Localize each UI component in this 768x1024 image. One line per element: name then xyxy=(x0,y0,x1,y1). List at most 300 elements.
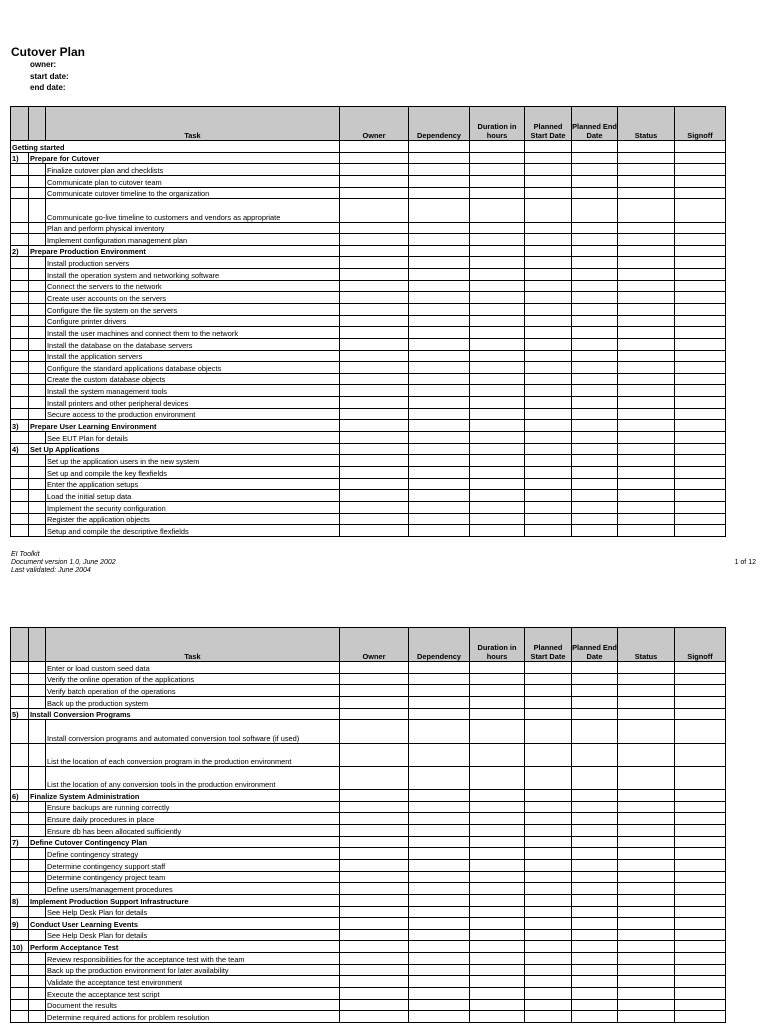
field-cell[interactable] xyxy=(409,466,470,478)
field-cell[interactable] xyxy=(572,883,618,895)
field-cell[interactable] xyxy=(409,894,470,906)
field-cell[interactable] xyxy=(675,696,726,708)
field-cell[interactable] xyxy=(470,187,525,199)
field-cell[interactable] xyxy=(470,222,525,234)
field-cell[interactable] xyxy=(675,766,726,789)
field-cell[interactable] xyxy=(572,373,618,385)
field-cell[interactable] xyxy=(340,338,409,350)
field-cell[interactable] xyxy=(340,397,409,409)
field-cell[interactable] xyxy=(470,280,525,292)
field-cell[interactable] xyxy=(525,720,572,743)
field-cell[interactable] xyxy=(618,790,675,802)
field-cell[interactable] xyxy=(409,685,470,697)
field-cell[interactable] xyxy=(675,350,726,362)
field-cell[interactable] xyxy=(675,987,726,999)
field-cell[interactable] xyxy=(409,976,470,988)
field-cell[interactable] xyxy=(525,766,572,789)
field-cell[interactable] xyxy=(675,397,726,409)
field-cell[interactable] xyxy=(525,825,572,837)
field-cell[interactable] xyxy=(525,1011,572,1023)
field-cell[interactable] xyxy=(470,987,525,999)
field-cell[interactable] xyxy=(470,338,525,350)
field-cell[interactable] xyxy=(409,141,470,153)
field-cell[interactable] xyxy=(340,894,409,906)
field-cell[interactable] xyxy=(675,743,726,766)
field-cell[interactable] xyxy=(409,234,470,246)
field-cell[interactable] xyxy=(409,269,470,281)
field-cell[interactable] xyxy=(409,662,470,674)
field-cell[interactable] xyxy=(525,315,572,327)
field-cell[interactable] xyxy=(340,976,409,988)
field-cell[interactable] xyxy=(525,976,572,988)
field-cell[interactable] xyxy=(409,906,470,918)
field-cell[interactable] xyxy=(525,199,572,222)
field-cell[interactable] xyxy=(340,964,409,976)
field-cell[interactable] xyxy=(470,894,525,906)
field-cell[interactable] xyxy=(340,234,409,246)
field-cell[interactable] xyxy=(340,673,409,685)
field-cell[interactable] xyxy=(340,408,409,420)
field-cell[interactable] xyxy=(409,315,470,327)
field-cell[interactable] xyxy=(618,187,675,199)
field-cell[interactable] xyxy=(409,836,470,848)
field-cell[interactable] xyxy=(470,315,525,327)
field-cell[interactable] xyxy=(409,848,470,860)
field-cell[interactable] xyxy=(340,455,409,467)
field-cell[interactable] xyxy=(572,187,618,199)
field-cell[interactable] xyxy=(572,501,618,513)
field-cell[interactable] xyxy=(525,385,572,397)
field-cell[interactable] xyxy=(675,859,726,871)
field-cell[interactable] xyxy=(525,929,572,941)
field-cell[interactable] xyxy=(618,362,675,374)
field-cell[interactable] xyxy=(409,490,470,502)
field-cell[interactable] xyxy=(525,141,572,153)
field-cell[interactable] xyxy=(470,245,525,257)
field-cell[interactable] xyxy=(409,408,470,420)
field-cell[interactable] xyxy=(572,327,618,339)
field-cell[interactable] xyxy=(572,466,618,478)
field-cell[interactable] xyxy=(409,222,470,234)
field-cell[interactable] xyxy=(525,222,572,234)
field-cell[interactable] xyxy=(409,478,470,490)
field-cell[interactable] xyxy=(525,987,572,999)
field-cell[interactable] xyxy=(675,385,726,397)
field-cell[interactable] xyxy=(675,871,726,883)
field-cell[interactable] xyxy=(675,708,726,720)
field-cell[interactable] xyxy=(409,455,470,467)
field-cell[interactable] xyxy=(340,766,409,789)
field-cell[interactable] xyxy=(470,292,525,304)
field-cell[interactable] xyxy=(675,303,726,315)
field-cell[interactable] xyxy=(618,513,675,525)
field-cell[interactable] xyxy=(525,859,572,871)
field-cell[interactable] xyxy=(675,953,726,965)
field-cell[interactable] xyxy=(525,303,572,315)
field-cell[interactable] xyxy=(525,708,572,720)
field-cell[interactable] xyxy=(618,257,675,269)
field-cell[interactable] xyxy=(525,848,572,860)
field-cell[interactable] xyxy=(409,883,470,895)
field-cell[interactable] xyxy=(340,175,409,187)
field-cell[interactable] xyxy=(409,999,470,1011)
field-cell[interactable] xyxy=(675,199,726,222)
field-cell[interactable] xyxy=(675,432,726,444)
field-cell[interactable] xyxy=(572,964,618,976)
field-cell[interactable] xyxy=(470,813,525,825)
field-cell[interactable] xyxy=(572,859,618,871)
field-cell[interactable] xyxy=(525,373,572,385)
field-cell[interactable] xyxy=(470,257,525,269)
field-cell[interactable] xyxy=(409,801,470,813)
field-cell[interactable] xyxy=(340,918,409,930)
field-cell[interactable] xyxy=(470,164,525,176)
field-cell[interactable] xyxy=(525,292,572,304)
field-cell[interactable] xyxy=(618,953,675,965)
field-cell[interactable] xyxy=(409,350,470,362)
field-cell[interactable] xyxy=(409,292,470,304)
field-cell[interactable] xyxy=(340,999,409,1011)
field-cell[interactable] xyxy=(340,490,409,502)
field-cell[interactable] xyxy=(618,964,675,976)
field-cell[interactable] xyxy=(618,269,675,281)
field-cell[interactable] xyxy=(675,673,726,685)
field-cell[interactable] xyxy=(572,490,618,502)
field-cell[interactable] xyxy=(675,478,726,490)
field-cell[interactable] xyxy=(618,976,675,988)
field-cell[interactable] xyxy=(409,362,470,374)
field-cell[interactable] xyxy=(340,327,409,339)
field-cell[interactable] xyxy=(470,362,525,374)
field-cell[interactable] xyxy=(409,338,470,350)
field-cell[interactable] xyxy=(675,175,726,187)
field-cell[interactable] xyxy=(470,766,525,789)
field-cell[interactable] xyxy=(340,953,409,965)
field-cell[interactable] xyxy=(409,164,470,176)
field-cell[interactable] xyxy=(675,269,726,281)
field-cell[interactable] xyxy=(525,455,572,467)
field-cell[interactable] xyxy=(572,987,618,999)
field-cell[interactable] xyxy=(572,953,618,965)
field-cell[interactable] xyxy=(470,1011,525,1023)
field-cell[interactable] xyxy=(618,222,675,234)
field-cell[interactable] xyxy=(675,222,726,234)
field-cell[interactable] xyxy=(409,175,470,187)
field-cell[interactable] xyxy=(525,525,572,537)
field-cell[interactable] xyxy=(572,708,618,720)
field-cell[interactable] xyxy=(470,443,525,455)
field-cell[interactable] xyxy=(675,685,726,697)
field-cell[interactable] xyxy=(409,825,470,837)
field-cell[interactable] xyxy=(572,801,618,813)
field-cell[interactable] xyxy=(572,408,618,420)
field-cell[interactable] xyxy=(572,673,618,685)
field-cell[interactable] xyxy=(470,929,525,941)
field-cell[interactable] xyxy=(525,801,572,813)
field-cell[interactable] xyxy=(572,513,618,525)
field-cell[interactable] xyxy=(675,525,726,537)
field-cell[interactable] xyxy=(409,397,470,409)
field-cell[interactable] xyxy=(618,420,675,432)
field-cell[interactable] xyxy=(572,303,618,315)
field-cell[interactable] xyxy=(525,894,572,906)
field-cell[interactable] xyxy=(525,673,572,685)
field-cell[interactable] xyxy=(572,152,618,164)
field-cell[interactable] xyxy=(525,164,572,176)
field-cell[interactable] xyxy=(470,685,525,697)
field-cell[interactable] xyxy=(340,280,409,292)
field-cell[interactable] xyxy=(618,987,675,999)
field-cell[interactable] xyxy=(470,999,525,1011)
field-cell[interactable] xyxy=(525,269,572,281)
field-cell[interactable] xyxy=(409,918,470,930)
field-cell[interactable] xyxy=(572,766,618,789)
field-cell[interactable] xyxy=(572,175,618,187)
field-cell[interactable] xyxy=(525,187,572,199)
field-cell[interactable] xyxy=(525,906,572,918)
field-cell[interactable] xyxy=(675,315,726,327)
field-cell[interactable] xyxy=(525,685,572,697)
field-cell[interactable] xyxy=(618,708,675,720)
field-cell[interactable] xyxy=(572,234,618,246)
field-cell[interactable] xyxy=(618,871,675,883)
field-cell[interactable] xyxy=(525,871,572,883)
field-cell[interactable] xyxy=(470,964,525,976)
field-cell[interactable] xyxy=(340,848,409,860)
field-cell[interactable] xyxy=(340,790,409,802)
field-cell[interactable] xyxy=(525,432,572,444)
field-cell[interactable] xyxy=(525,257,572,269)
field-cell[interactable] xyxy=(618,825,675,837)
field-cell[interactable] xyxy=(470,385,525,397)
field-cell[interactable] xyxy=(470,918,525,930)
field-cell[interactable] xyxy=(470,790,525,802)
field-cell[interactable] xyxy=(525,362,572,374)
field-cell[interactable] xyxy=(470,871,525,883)
field-cell[interactable] xyxy=(572,338,618,350)
field-cell[interactable] xyxy=(470,673,525,685)
field-cell[interactable] xyxy=(340,152,409,164)
field-cell[interactable] xyxy=(618,432,675,444)
field-cell[interactable] xyxy=(572,1011,618,1023)
field-cell[interactable] xyxy=(525,234,572,246)
field-cell[interactable] xyxy=(340,164,409,176)
field-cell[interactable] xyxy=(675,883,726,895)
field-cell[interactable] xyxy=(525,964,572,976)
field-cell[interactable] xyxy=(525,408,572,420)
field-cell[interactable] xyxy=(675,825,726,837)
field-cell[interactable] xyxy=(572,906,618,918)
field-cell[interactable] xyxy=(675,187,726,199)
field-cell[interactable] xyxy=(572,941,618,953)
field-cell[interactable] xyxy=(470,478,525,490)
field-cell[interactable] xyxy=(409,420,470,432)
field-cell[interactable] xyxy=(572,813,618,825)
field-cell[interactable] xyxy=(525,245,572,257)
field-cell[interactable] xyxy=(572,164,618,176)
field-cell[interactable] xyxy=(572,685,618,697)
field-cell[interactable] xyxy=(409,743,470,766)
field-cell[interactable] xyxy=(618,720,675,743)
field-cell[interactable] xyxy=(618,894,675,906)
field-cell[interactable] xyxy=(409,443,470,455)
field-cell[interactable] xyxy=(525,338,572,350)
field-cell[interactable] xyxy=(572,455,618,467)
field-cell[interactable] xyxy=(618,245,675,257)
field-cell[interactable] xyxy=(618,813,675,825)
field-cell[interactable] xyxy=(340,836,409,848)
field-cell[interactable] xyxy=(340,269,409,281)
field-cell[interactable] xyxy=(618,685,675,697)
field-cell[interactable] xyxy=(618,501,675,513)
field-cell[interactable] xyxy=(618,801,675,813)
field-cell[interactable] xyxy=(525,790,572,802)
field-cell[interactable] xyxy=(409,280,470,292)
field-cell[interactable] xyxy=(525,152,572,164)
field-cell[interactable] xyxy=(675,1011,726,1023)
field-cell[interactable] xyxy=(470,708,525,720)
field-cell[interactable] xyxy=(525,420,572,432)
field-cell[interactable] xyxy=(470,848,525,860)
field-cell[interactable] xyxy=(470,696,525,708)
field-cell[interactable] xyxy=(340,141,409,153)
field-cell[interactable] xyxy=(470,941,525,953)
field-cell[interactable] xyxy=(340,743,409,766)
field-cell[interactable] xyxy=(675,720,726,743)
field-cell[interactable] xyxy=(409,766,470,789)
field-cell[interactable] xyxy=(675,280,726,292)
field-cell[interactable] xyxy=(618,234,675,246)
field-cell[interactable] xyxy=(470,327,525,339)
field-cell[interactable] xyxy=(572,836,618,848)
field-cell[interactable] xyxy=(470,525,525,537)
field-cell[interactable] xyxy=(409,432,470,444)
field-cell[interactable] xyxy=(340,443,409,455)
field-cell[interactable] xyxy=(675,490,726,502)
field-cell[interactable] xyxy=(470,801,525,813)
field-cell[interactable] xyxy=(340,350,409,362)
field-cell[interactable] xyxy=(675,245,726,257)
field-cell[interactable] xyxy=(675,141,726,153)
field-cell[interactable] xyxy=(470,906,525,918)
field-cell[interactable] xyxy=(572,350,618,362)
field-cell[interactable] xyxy=(618,696,675,708)
field-cell[interactable] xyxy=(409,941,470,953)
field-cell[interactable] xyxy=(572,929,618,941)
field-cell[interactable] xyxy=(340,801,409,813)
field-cell[interactable] xyxy=(409,708,470,720)
field-cell[interactable] xyxy=(572,397,618,409)
field-cell[interactable] xyxy=(618,199,675,222)
field-cell[interactable] xyxy=(470,743,525,766)
field-cell[interactable] xyxy=(675,443,726,455)
field-cell[interactable] xyxy=(340,941,409,953)
field-cell[interactable] xyxy=(618,673,675,685)
field-cell[interactable] xyxy=(470,420,525,432)
field-cell[interactable] xyxy=(525,478,572,490)
field-cell[interactable] xyxy=(675,164,726,176)
field-cell[interactable] xyxy=(572,696,618,708)
field-cell[interactable] xyxy=(409,964,470,976)
field-cell[interactable] xyxy=(409,245,470,257)
field-cell[interactable] xyxy=(470,175,525,187)
field-cell[interactable] xyxy=(675,964,726,976)
field-cell[interactable] xyxy=(525,175,572,187)
field-cell[interactable] xyxy=(618,315,675,327)
field-cell[interactable] xyxy=(409,513,470,525)
field-cell[interactable] xyxy=(572,420,618,432)
field-cell[interactable] xyxy=(572,918,618,930)
field-cell[interactable] xyxy=(525,397,572,409)
field-cell[interactable] xyxy=(618,743,675,766)
field-cell[interactable] xyxy=(525,466,572,478)
field-cell[interactable] xyxy=(340,478,409,490)
field-cell[interactable] xyxy=(572,976,618,988)
field-cell[interactable] xyxy=(470,953,525,965)
field-cell[interactable] xyxy=(675,848,726,860)
field-cell[interactable] xyxy=(675,813,726,825)
field-cell[interactable] xyxy=(572,999,618,1011)
field-cell[interactable] xyxy=(618,929,675,941)
field-cell[interactable] xyxy=(572,199,618,222)
field-cell[interactable] xyxy=(618,385,675,397)
field-cell[interactable] xyxy=(675,790,726,802)
field-cell[interactable] xyxy=(572,848,618,860)
field-cell[interactable] xyxy=(675,327,726,339)
field-cell[interactable] xyxy=(409,859,470,871)
field-cell[interactable] xyxy=(525,836,572,848)
field-cell[interactable] xyxy=(525,918,572,930)
field-cell[interactable] xyxy=(470,859,525,871)
field-cell[interactable] xyxy=(675,373,726,385)
field-cell[interactable] xyxy=(618,175,675,187)
field-cell[interactable] xyxy=(340,315,409,327)
field-cell[interactable] xyxy=(572,443,618,455)
field-cell[interactable] xyxy=(470,662,525,674)
field-cell[interactable] xyxy=(525,883,572,895)
field-cell[interactable] xyxy=(675,941,726,953)
field-cell[interactable] xyxy=(409,929,470,941)
field-cell[interactable] xyxy=(675,894,726,906)
field-cell[interactable] xyxy=(618,766,675,789)
field-cell[interactable] xyxy=(618,999,675,1011)
field-cell[interactable] xyxy=(340,292,409,304)
field-cell[interactable] xyxy=(409,1011,470,1023)
field-cell[interactable] xyxy=(572,790,618,802)
field-cell[interactable] xyxy=(340,466,409,478)
field-cell[interactable] xyxy=(572,280,618,292)
field-cell[interactable] xyxy=(470,141,525,153)
field-cell[interactable] xyxy=(340,859,409,871)
field-cell[interactable] xyxy=(525,941,572,953)
field-cell[interactable] xyxy=(340,825,409,837)
field-cell[interactable] xyxy=(470,432,525,444)
field-cell[interactable] xyxy=(675,906,726,918)
field-cell[interactable] xyxy=(675,801,726,813)
field-cell[interactable] xyxy=(525,501,572,513)
field-cell[interactable] xyxy=(572,257,618,269)
field-cell[interactable] xyxy=(525,350,572,362)
field-cell[interactable] xyxy=(470,199,525,222)
field-cell[interactable] xyxy=(409,303,470,315)
field-cell[interactable] xyxy=(470,501,525,513)
field-cell[interactable] xyxy=(525,953,572,965)
field-cell[interactable] xyxy=(470,513,525,525)
field-cell[interactable] xyxy=(340,525,409,537)
field-cell[interactable] xyxy=(618,338,675,350)
field-cell[interactable] xyxy=(675,420,726,432)
field-cell[interactable] xyxy=(572,720,618,743)
